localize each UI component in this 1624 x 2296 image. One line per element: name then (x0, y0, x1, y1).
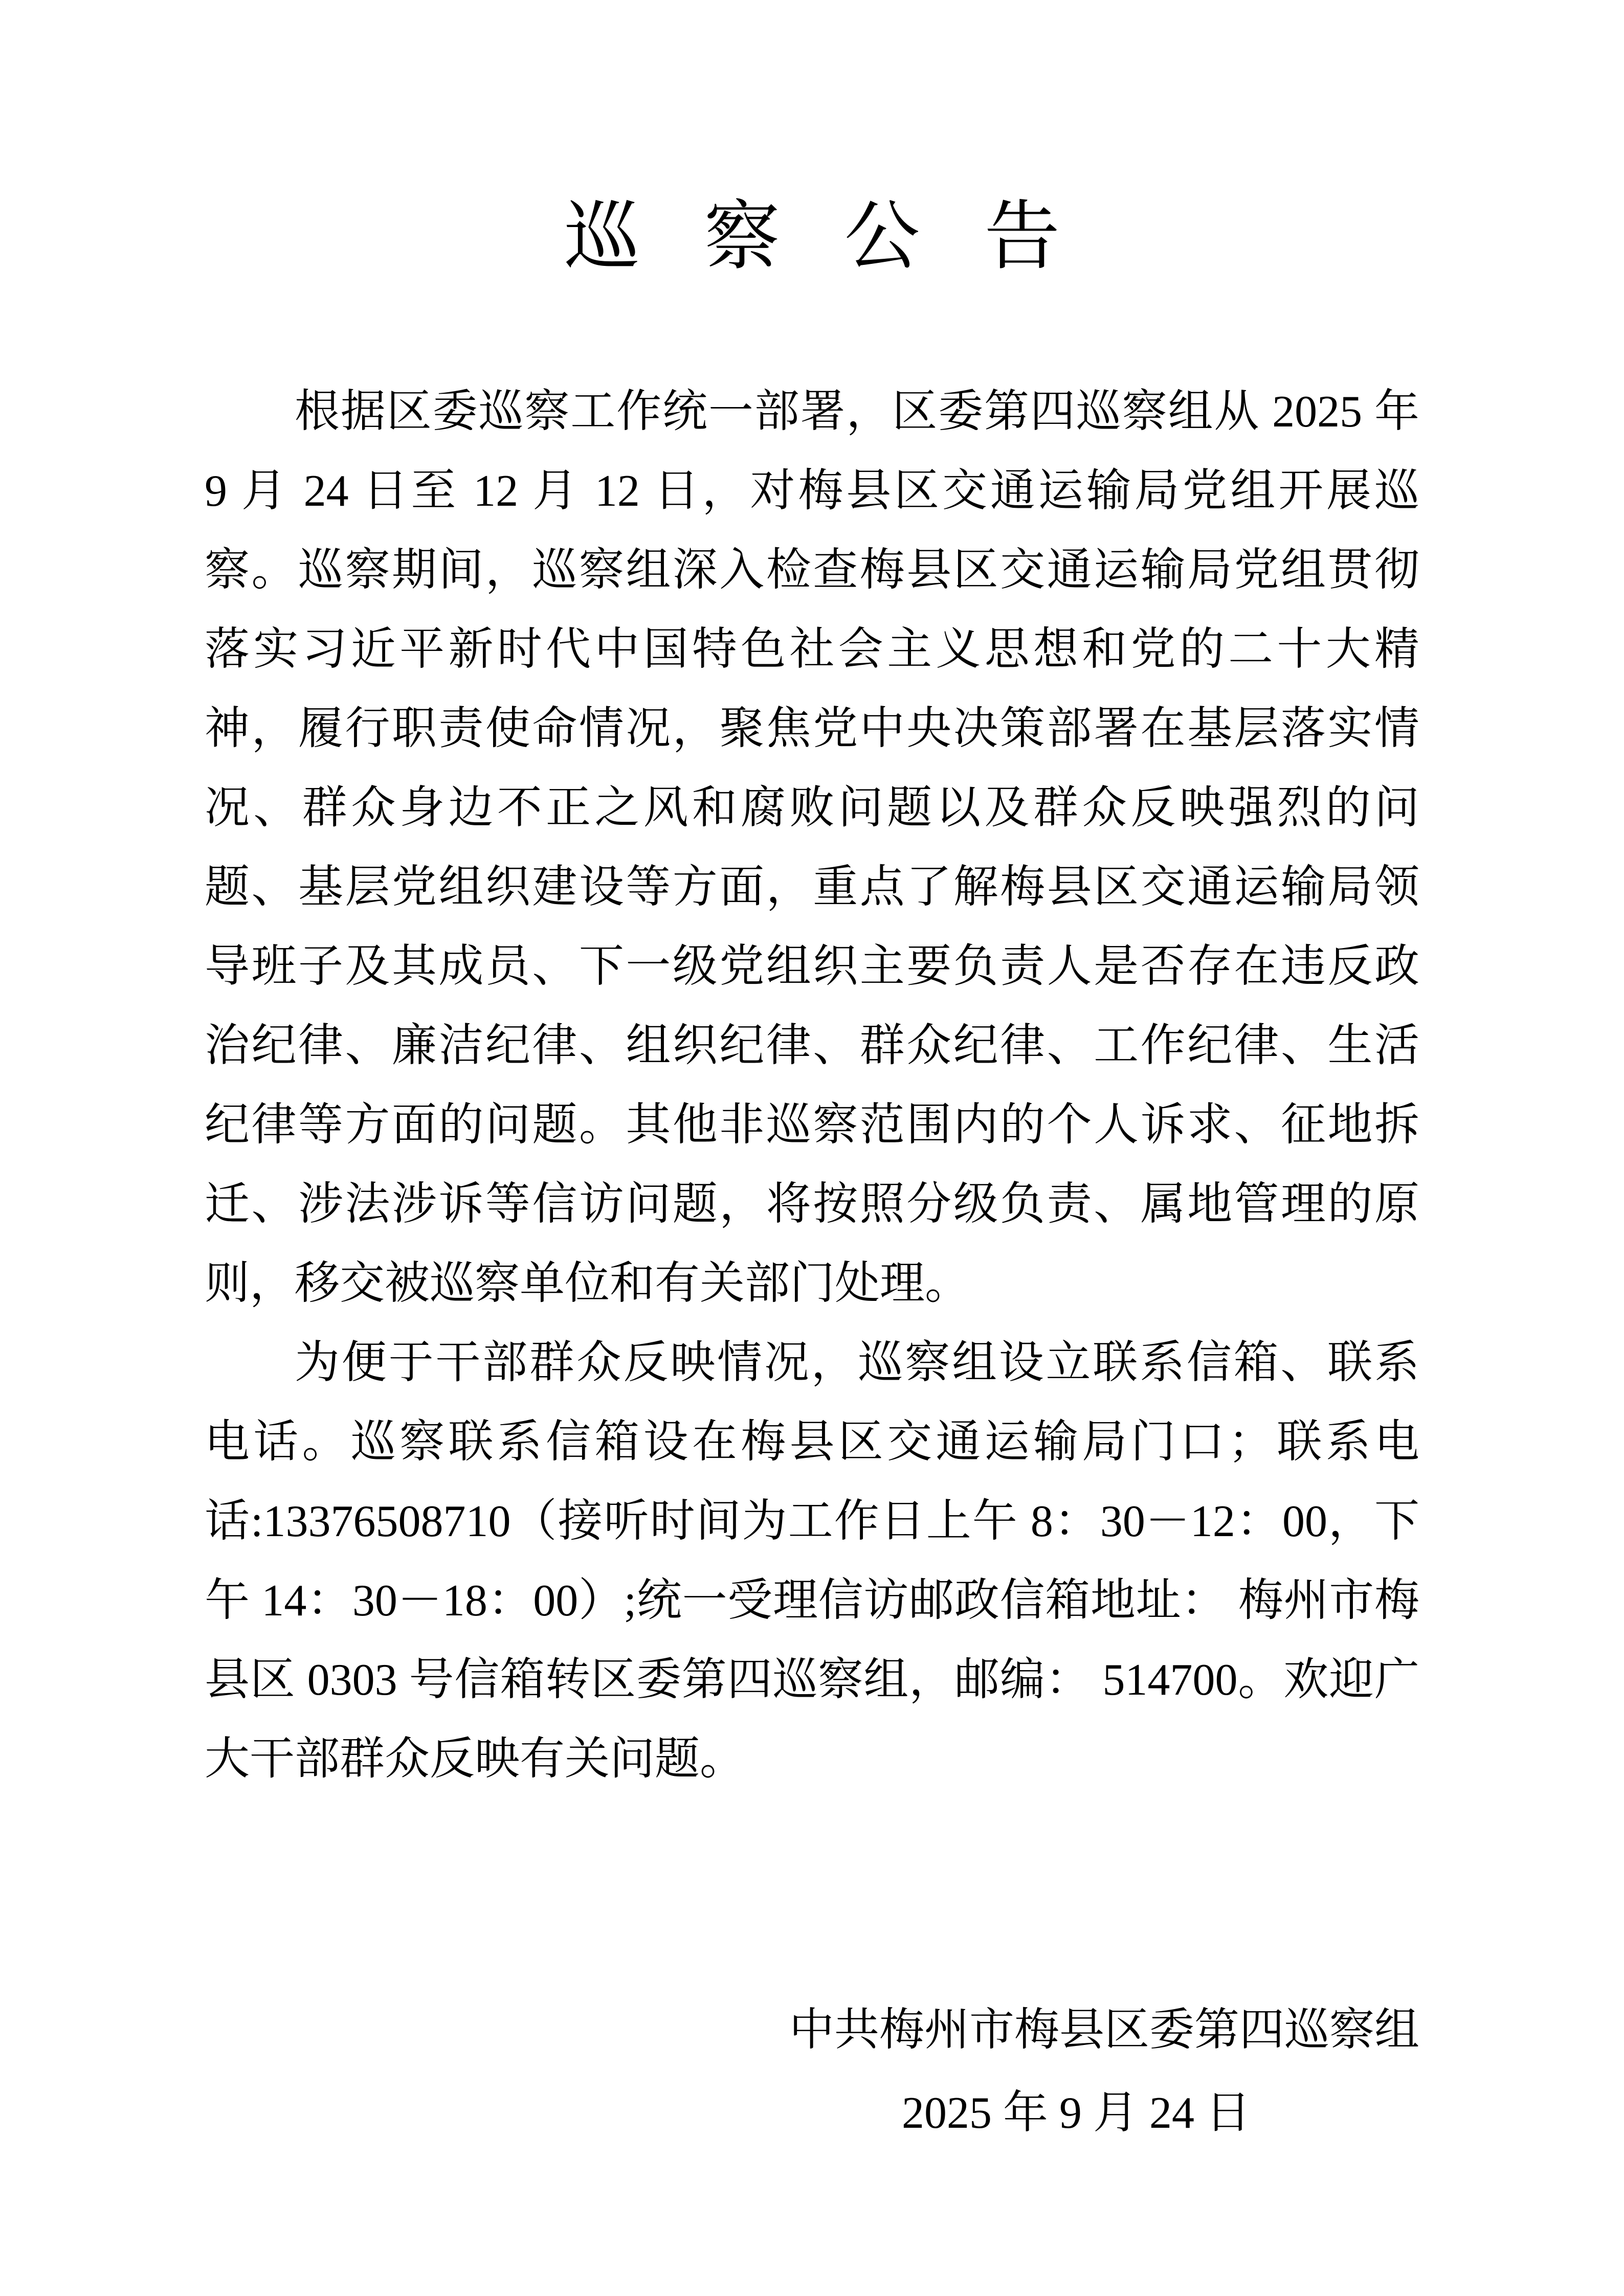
date-line: 2025 年 9 月 24 日 (901, 2088, 1251, 2139)
notice-body (205, 372, 1419, 1799)
paragraph-contact-info: 为便于干部群众反映情况，巡察组设立联系信箱、联系电话。巡察联系信箱设在梅县区交通运输局门口；联系电话:13376508710（接听时间为工作日上午 8：30－12：00，下午 14：30－18：00）;统一受理信访邮政信箱地址： 梅州市梅县区 0303 号信箱转区委第四巡察组，邮编： 514700。欢迎广大干部群众反映有关问题。 (205, 1338, 1419, 1785)
signature-line: 中共梅州市梅县区委第四巡察组 (789, 2006, 1419, 2056)
page-title: 巡察公告 (564, 195, 1124, 279)
paragraph-inspection-scope: 根据区委巡察工作统一部署，区委第四巡察组从 2025 年 9 月 24 日至 12 月 12 日，对梅县区交通运输局党组开展巡察。巡察期间，巡察组深入检查梅县区交通运输局党组贯彻落实习近平新时代中国特色社会主义思想和党的二十大精神，履行职责使命情况，聚焦党中央决策部署在基层落实情况、群众身边不正之风和腐败问题以及群众反映强烈的问题、基层党组织建设等方面，重点了解梅县区交通运输局领导班子及其成员、下一级党组织主要负责人是否存在违反政治纪律、廉洁纪律、组织纪律、群众纪律、工作纪律、生活纪律等方面的问题。其他非巡察范围内的个人诉求、征地拆迁、涉法涉诉等信访问题，将按照分级负责、属地管理的原则，移交被巡察单位和有关部门处理。 (205, 387, 1419, 1309)
